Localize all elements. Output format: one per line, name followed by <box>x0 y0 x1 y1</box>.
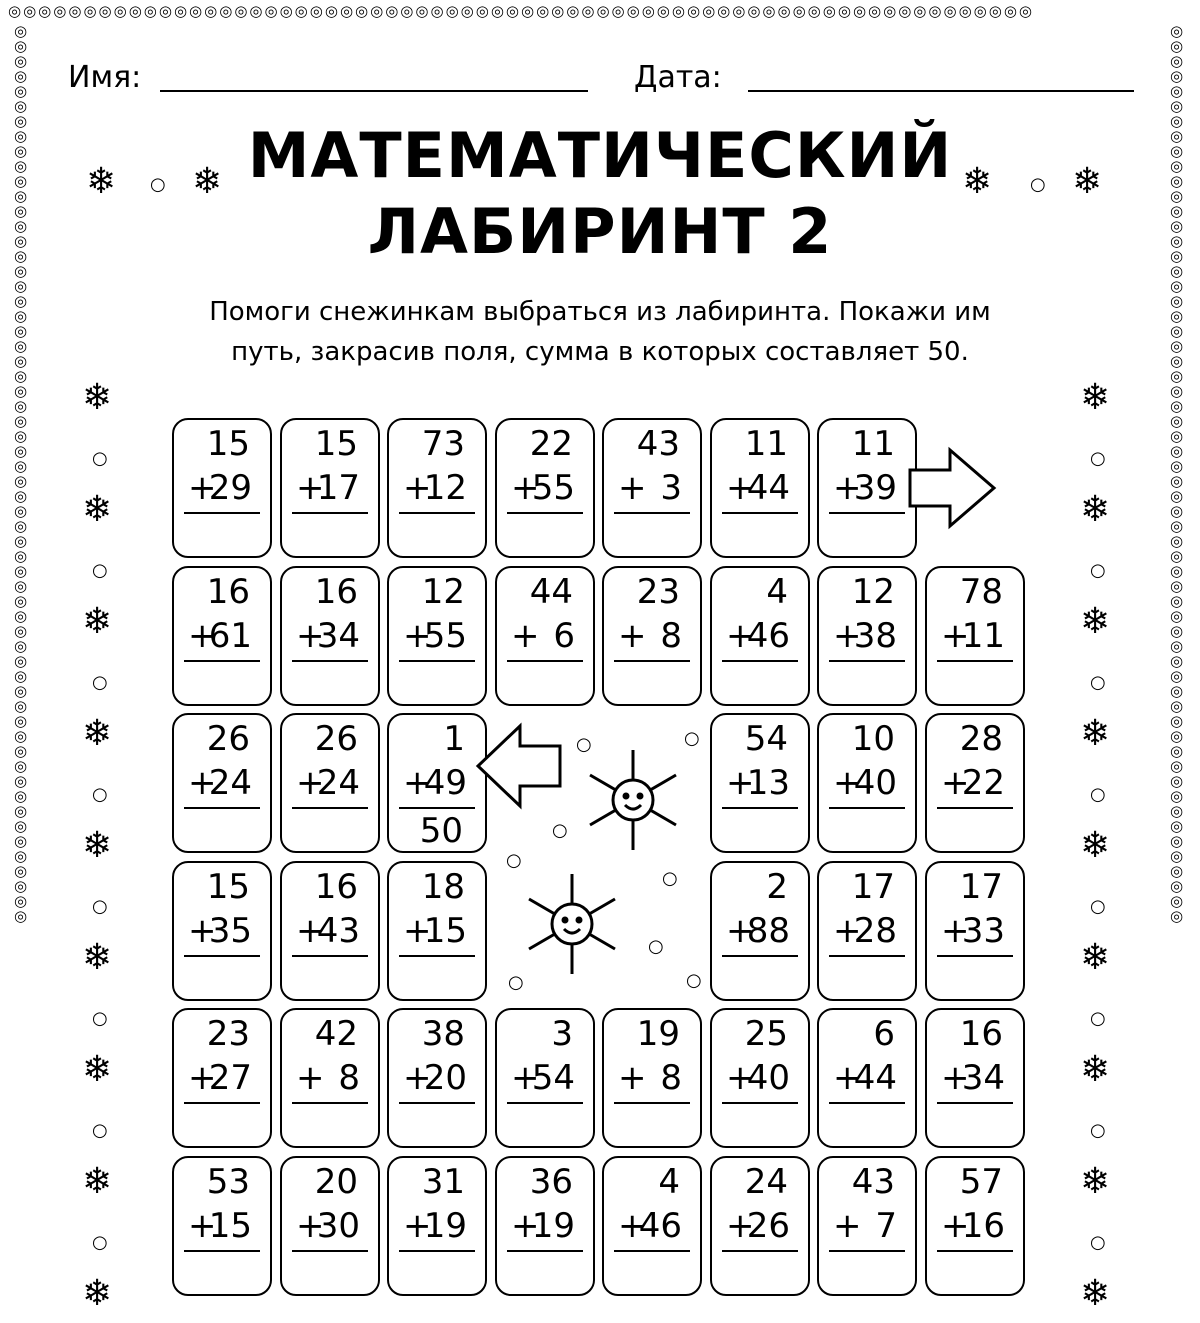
addend-bottom <box>722 763 798 809</box>
maze-cell[interactable] <box>495 418 595 558</box>
date-field[interactable] <box>748 90 1134 92</box>
snowflake-icon: ❄ <box>82 377 113 418</box>
addend-top: 15 <box>314 424 358 464</box>
addend-top: 38 <box>421 1014 465 1054</box>
addend-bottom <box>937 911 1013 957</box>
dot-icon: ○ <box>92 784 108 805</box>
addend-bottom-value: 54 <box>531 1058 575 1098</box>
snowflake-icon: ❄ <box>192 161 223 202</box>
addend-bottom <box>184 1206 260 1252</box>
plus-sign: + <box>403 763 432 803</box>
addend-bottom <box>829 1206 905 1252</box>
name-label: Имя: <box>68 60 142 95</box>
addend-bottom-value: 40 <box>746 1058 790 1098</box>
snowflake-icon: ❄ <box>1080 1049 1111 1090</box>
addend-top: 54 <box>744 719 788 759</box>
addend-bottom <box>937 763 1013 809</box>
addend-bottom <box>292 1206 368 1252</box>
plus-sign: + <box>833 911 862 951</box>
maze-cell[interactable] <box>925 861 1025 1001</box>
snowflake-icon: ❄ <box>1080 1273 1111 1314</box>
addend-bottom-value: 19 <box>423 1206 467 1246</box>
snowflake-icon: ❄ <box>86 161 117 202</box>
name-field[interactable] <box>160 90 588 92</box>
addend-bottom <box>829 1058 905 1104</box>
addend-top: 43 <box>851 1162 895 1202</box>
snowflake-icon: ❄ <box>82 489 113 530</box>
addend-bottom-value: 88 <box>746 911 790 951</box>
maze-cell[interactable] <box>495 566 595 706</box>
maze-cell[interactable] <box>172 861 272 1001</box>
maze-cell[interactable] <box>387 1008 487 1148</box>
addend-bottom <box>829 763 905 809</box>
plus-sign: + <box>726 911 755 951</box>
maze-cell[interactable] <box>387 566 487 706</box>
addend-bottom-value: 15 <box>208 1206 252 1246</box>
addend-bottom-value: 24 <box>316 763 360 803</box>
maze-cell[interactable] <box>925 1008 1025 1148</box>
plus-sign: + <box>941 1206 970 1246</box>
addend-bottom <box>399 763 475 809</box>
maze-cell[interactable] <box>387 861 487 1001</box>
addend-bottom <box>292 1058 368 1104</box>
dot-icon: ○ <box>92 1232 108 1253</box>
addend-bottom <box>937 1206 1013 1252</box>
addend-bottom-value: 7 <box>875 1206 897 1246</box>
addend-bottom-value: 29 <box>208 468 252 508</box>
maze-cell[interactable] <box>280 713 380 853</box>
addend-top: 15 <box>206 867 250 907</box>
plus-sign: + <box>726 1206 755 1246</box>
plus-sign: + <box>618 468 647 508</box>
snowflake-icon: ❄ <box>82 1161 113 1202</box>
addend-bottom-value: 43 <box>316 911 360 951</box>
addend-bottom-value: 49 <box>423 763 467 803</box>
maze-cell[interactable] <box>280 418 380 558</box>
addend-bottom-value: 44 <box>746 468 790 508</box>
addend-bottom <box>722 1206 798 1252</box>
snowflake-icon: ❄ <box>1072 161 1103 202</box>
dot-icon: ○ <box>1090 448 1106 469</box>
addend-bottom <box>829 616 905 662</box>
maze-cell[interactable] <box>925 713 1025 853</box>
plus-sign: + <box>188 1206 217 1246</box>
maze-cell[interactable] <box>925 566 1025 706</box>
plus-sign: + <box>726 1058 755 1098</box>
addend-bottom <box>614 1206 690 1252</box>
plus-sign: + <box>726 468 755 508</box>
dot-icon: ○ <box>648 936 664 957</box>
snowflake-icon: ❄ <box>1080 601 1111 642</box>
instructions-line-2: путь, закрасив поля, сумма в которых составляет 50. <box>231 337 969 367</box>
maze-cell[interactable] <box>602 566 702 706</box>
dot-icon: ○ <box>686 970 702 991</box>
plus-sign: + <box>511 616 540 656</box>
addend-bottom <box>722 1058 798 1104</box>
addend-top: 12 <box>851 572 895 612</box>
addend-bottom <box>722 468 798 514</box>
maze-cell[interactable] <box>710 418 810 558</box>
left-arrow-icon <box>476 726 566 810</box>
addend-bottom <box>507 1206 583 1252</box>
addend-top: 12 <box>421 572 465 612</box>
snowflake-icon: ❄ <box>82 937 113 978</box>
smiling-snowflake-icon <box>578 740 688 860</box>
dot-icon: ○ <box>662 868 678 889</box>
addend-bottom <box>507 468 583 514</box>
addend-top: 19 <box>636 1014 680 1054</box>
addend-bottom-value: 15 <box>423 911 467 951</box>
plus-sign: + <box>618 616 647 656</box>
snowflake-icon: ❄ <box>82 825 113 866</box>
addend-top: 26 <box>314 719 358 759</box>
addend-top: 17 <box>959 867 1003 907</box>
maze-cell[interactable] <box>495 1156 595 1296</box>
addend-top: 24 <box>744 1162 788 1202</box>
addend-bottom <box>399 911 475 957</box>
addend-bottom <box>184 763 260 809</box>
plus-sign: + <box>188 763 217 803</box>
dot-icon: ○ <box>92 1120 108 1141</box>
plus-sign: + <box>511 1058 540 1098</box>
maze-cell[interactable] <box>710 861 810 1001</box>
snowflake-icon: ❄ <box>82 601 113 642</box>
addend-bottom <box>614 616 690 662</box>
dot-icon: ○ <box>552 820 568 841</box>
addend-top: 26 <box>206 719 250 759</box>
addend-top: 4 <box>658 1162 680 1202</box>
addend-bottom <box>937 1058 1013 1104</box>
title-line-1: МАТЕМАТИЧЕСКИЙ <box>247 119 953 192</box>
addend-bottom-value: 27 <box>208 1058 252 1098</box>
maze-cell[interactable] <box>817 861 917 1001</box>
snowflake-icon: ❄ <box>82 713 113 754</box>
smiling-snowflake-icon <box>512 866 632 986</box>
addend-bottom-value: 39 <box>853 468 897 508</box>
maze-cell[interactable] <box>817 713 917 853</box>
addend-bottom <box>507 616 583 662</box>
addend-bottom-value: 6 <box>553 616 575 656</box>
dot-icon: ○ <box>1090 1232 1106 1253</box>
addend-bottom-value: 46 <box>638 1206 682 1246</box>
maze-cell[interactable] <box>172 566 272 706</box>
snowflake-icon: ❄ <box>1080 825 1111 866</box>
maze-cell[interactable] <box>280 1156 380 1296</box>
snowflake-icon: ❄ <box>1080 377 1111 418</box>
maze-cell[interactable] <box>710 1008 810 1148</box>
plus-sign: + <box>511 468 540 508</box>
dot-icon: ○ <box>1090 1120 1106 1141</box>
plus-sign: + <box>941 911 970 951</box>
addend-bottom <box>399 1058 475 1104</box>
addend-bottom <box>722 616 798 662</box>
addend-top: 78 <box>959 572 1003 612</box>
addend-bottom-value: 40 <box>853 763 897 803</box>
addend-bottom-value: 12 <box>423 468 467 508</box>
snowflake-icon: ❄ <box>82 1049 113 1090</box>
addend-bottom-value: 26 <box>746 1206 790 1246</box>
maze-cell[interactable] <box>710 1156 810 1296</box>
plus-sign: + <box>833 1206 862 1246</box>
maze-cell[interactable] <box>817 418 917 558</box>
maze-cell[interactable] <box>602 418 702 558</box>
addend-bottom-value: 34 <box>961 1058 1005 1098</box>
maze-cell[interactable] <box>172 713 272 853</box>
dot-icon: ○ <box>1090 1008 1106 1029</box>
plus-sign: + <box>296 616 325 656</box>
plus-sign: + <box>726 763 755 803</box>
plus-sign: + <box>833 763 862 803</box>
title-line-2: ЛАБИРИНТ 2 <box>367 195 833 268</box>
addend-top: 3 <box>551 1014 573 1054</box>
addend-bottom <box>184 911 260 957</box>
addend-bottom <box>292 911 368 957</box>
addend-top: 2 <box>766 867 788 907</box>
addend-bottom <box>184 468 260 514</box>
plus-sign: + <box>403 616 432 656</box>
dot-icon: ○ <box>92 896 108 917</box>
addend-top: 16 <box>206 572 250 612</box>
dot-icon: ○ <box>1090 784 1106 805</box>
maze-cell[interactable] <box>172 1156 272 1296</box>
dotted-border-top: ◎◎◎◎◎◎◎◎◎◎◎◎◎◎◎◎◎◎◎◎◎◎◎◎◎◎◎◎◎◎◎◎◎◎◎◎◎◎◎◎◎◎◎◎◎◎◎◎◎◎◎◎◎◎◎◎◎◎◎◎◎◎◎◎◎◎◎◎ <box>8 4 1035 19</box>
maze-cell[interactable] <box>387 418 487 558</box>
addend-bottom-value: 11 <box>961 616 1005 656</box>
addend-bottom <box>507 1058 583 1104</box>
addend-top: 42 <box>314 1014 358 1054</box>
maze-cell[interactable] <box>817 1008 917 1148</box>
addend-top: 6 <box>873 1014 895 1054</box>
addend-top: 31 <box>421 1162 465 1202</box>
maze-cell[interactable] <box>710 566 810 706</box>
dot-icon: ○ <box>1090 672 1106 693</box>
addend-top: 11 <box>744 424 788 464</box>
maze-cell[interactable] <box>280 566 380 706</box>
snowflake-icon: ❄ <box>962 161 993 202</box>
snowflake-icon: ❄ <box>1080 713 1111 754</box>
addend-bottom-value: 44 <box>853 1058 897 1098</box>
plus-sign: + <box>403 468 432 508</box>
dot-icon: ○ <box>684 728 700 749</box>
maze-cell[interactable] <box>817 566 917 706</box>
addend-top: 10 <box>851 719 895 759</box>
plus-sign: + <box>296 763 325 803</box>
instructions <box>140 292 1060 372</box>
page-title <box>240 118 960 270</box>
plus-sign: + <box>403 1206 432 1246</box>
plus-sign: + <box>833 616 862 656</box>
addend-bottom <box>829 468 905 514</box>
addend-top: 28 <box>959 719 1003 759</box>
plus-sign: + <box>726 616 755 656</box>
dot-icon: ○ <box>1090 560 1106 581</box>
addend-bottom <box>614 468 690 514</box>
addend-top: 17 <box>851 867 895 907</box>
addend-top: 73 <box>421 424 465 464</box>
addend-bottom-value: 3 <box>660 468 682 508</box>
plus-sign: + <box>188 911 217 951</box>
addend-bottom <box>399 616 475 662</box>
maze-cell[interactable] <box>602 1156 702 1296</box>
addend-top: 1 <box>443 719 465 759</box>
maze-cell[interactable] <box>280 861 380 1001</box>
addend-bottom <box>614 1058 690 1104</box>
addend-bottom-value: 28 <box>853 911 897 951</box>
addend-top: 23 <box>636 572 680 612</box>
maze-cell[interactable] <box>172 418 272 558</box>
maze-cell[interactable] <box>495 1008 595 1148</box>
addend-top: 16 <box>314 572 358 612</box>
plus-sign: + <box>403 911 432 951</box>
addend-bottom <box>937 616 1013 662</box>
plus-sign: + <box>188 1058 217 1098</box>
addend-bottom-value: 35 <box>208 911 252 951</box>
plus-sign: + <box>941 1058 970 1098</box>
dot-icon: ○ <box>92 448 108 469</box>
addend-bottom <box>292 763 368 809</box>
addend-bottom-value: 8 <box>660 1058 682 1098</box>
plus-sign: + <box>296 468 325 508</box>
snowflake-icon: ❄ <box>1080 1161 1111 1202</box>
maze-cell[interactable] <box>710 713 810 853</box>
plus-sign: + <box>833 468 862 508</box>
plus-sign: + <box>296 1206 325 1246</box>
plus-sign: + <box>833 1058 862 1098</box>
addend-bottom-value: 61 <box>208 616 252 656</box>
addend-bottom-value: 55 <box>531 468 575 508</box>
addend-bottom-value: 22 <box>961 763 1005 803</box>
plus-sign: + <box>188 616 217 656</box>
addend-bottom-value: 19 <box>531 1206 575 1246</box>
plus-sign: + <box>403 1058 432 1098</box>
plus-sign: + <box>296 1058 325 1098</box>
dot-icon: ○ <box>92 1008 108 1029</box>
addend-top: 18 <box>421 867 465 907</box>
dotted-border-right: ◎◎◎◎◎◎◎◎◎◎◎◎◎◎◎◎◎◎◎◎◎◎◎◎◎◎◎◎◎◎◎◎◎◎◎◎◎◎◎◎◎◎◎◎◎◎◎◎◎◎◎◎◎◎◎◎◎◎◎◎ <box>1170 22 1184 925</box>
maze-cell[interactable] <box>387 1156 487 1296</box>
plus-sign: + <box>618 1058 647 1098</box>
dot-icon: ○ <box>1030 174 1046 195</box>
addend-bottom-value: 17 <box>316 468 360 508</box>
addend-bottom-value: 34 <box>316 616 360 656</box>
date-label: Дата: <box>634 60 722 95</box>
snowflake-icon: ❄ <box>82 1273 113 1314</box>
addend-bottom-value: 30 <box>316 1206 360 1246</box>
addend-top: 25 <box>744 1014 788 1054</box>
addend-top: 20 <box>314 1162 358 1202</box>
addend-bottom-value: 55 <box>423 616 467 656</box>
maze-cell[interactable] <box>817 1156 917 1296</box>
dot-icon: ○ <box>92 672 108 693</box>
addend-bottom-value: 38 <box>853 616 897 656</box>
addend-bottom-value: 8 <box>338 1058 360 1098</box>
addend-top: 43 <box>636 424 680 464</box>
dot-icon: ○ <box>506 850 522 871</box>
addend-bottom <box>184 616 260 662</box>
addend-top: 23 <box>206 1014 250 1054</box>
addend-top: 22 <box>529 424 573 464</box>
plus-sign: + <box>941 763 970 803</box>
plus-sign: + <box>511 1206 540 1246</box>
right-arrow-icon <box>910 450 1000 530</box>
addend-bottom-value: 33 <box>961 911 1005 951</box>
dot-icon: ○ <box>576 734 592 755</box>
plus-sign: + <box>941 616 970 656</box>
dot-icon: ○ <box>150 174 166 195</box>
instructions-line-1: Помоги снежинкам выбраться из лабиринта. Покажи им <box>209 297 991 327</box>
addend-top: 11 <box>851 424 895 464</box>
addend-top: 57 <box>959 1162 1003 1202</box>
plus-sign: + <box>188 468 217 508</box>
snowflake-icon: ❄ <box>1080 489 1111 530</box>
dot-icon: ○ <box>92 560 108 581</box>
addend-top: 44 <box>529 572 573 612</box>
snowflake-icon: ❄ <box>1080 937 1111 978</box>
addend-top: 16 <box>959 1014 1003 1054</box>
dot-icon: ○ <box>508 972 524 993</box>
addend-bottom-value: 16 <box>961 1206 1005 1246</box>
addend-bottom-value: 13 <box>746 763 790 803</box>
addend-bottom-value: 20 <box>423 1058 467 1098</box>
addend-bottom <box>722 911 798 957</box>
maze-cell[interactable] <box>602 1008 702 1148</box>
addend-top: 4 <box>766 572 788 612</box>
addend-bottom <box>829 911 905 957</box>
dot-icon: ○ <box>1090 896 1106 917</box>
addend-top: 16 <box>314 867 358 907</box>
addend-top: 15 <box>206 424 250 464</box>
addend-bottom <box>184 1058 260 1104</box>
addend-bottom <box>399 468 475 514</box>
addend-bottom <box>399 1206 475 1252</box>
addend-bottom <box>292 616 368 662</box>
addend-top: 36 <box>529 1162 573 1202</box>
addend-bottom-value: 46 <box>746 616 790 656</box>
addend-bottom-value: 24 <box>208 763 252 803</box>
plus-sign: + <box>618 1206 647 1246</box>
dotted-border-left: ◎◎◎◎◎◎◎◎◎◎◎◎◎◎◎◎◎◎◎◎◎◎◎◎◎◎◎◎◎◎◎◎◎◎◎◎◎◎◎◎◎◎◎◎◎◎◎◎◎◎◎◎◎◎◎◎◎◎◎◎ <box>14 22 28 925</box>
maze-cell[interactable] <box>280 1008 380 1148</box>
plus-sign: + <box>296 911 325 951</box>
sum-answer: 50 <box>419 811 463 851</box>
addend-bottom <box>292 468 368 514</box>
addend-top: 53 <box>206 1162 250 1202</box>
maze-cell[interactable] <box>172 1008 272 1148</box>
addend-bottom-value: 8 <box>660 616 682 656</box>
maze-cell[interactable] <box>925 1156 1025 1296</box>
maze-cell[interactable] <box>387 713 487 853</box>
